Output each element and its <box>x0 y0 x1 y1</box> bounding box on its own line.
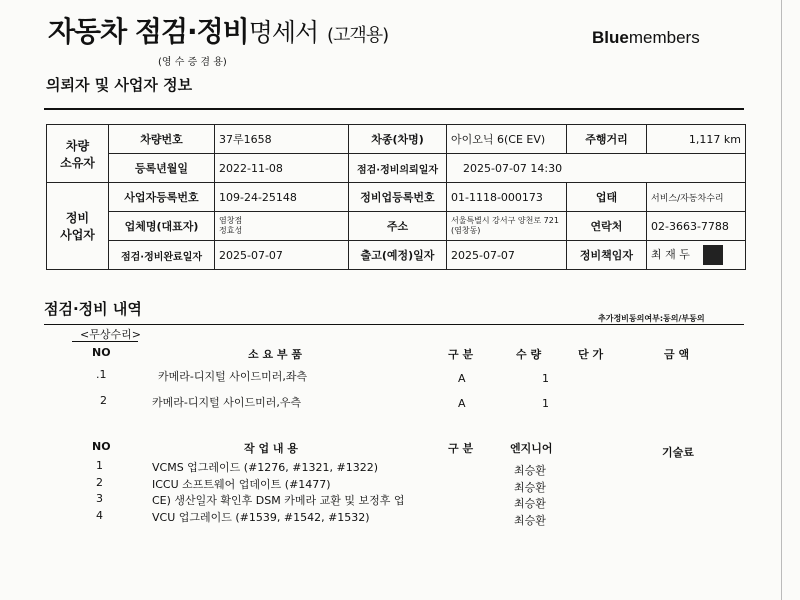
contact-label: 연락처 <box>567 212 647 241</box>
parts-header-amount: 금 액 <box>664 348 690 361</box>
contact-value: 02-3663-7788 <box>647 212 746 241</box>
mileage-label: 주행거리 <box>567 125 647 154</box>
document-title: 자동차 점검·정비명세서 (고객용) <box>48 15 389 48</box>
parts-header-type: 구 분 <box>448 348 474 361</box>
parts-header-qty: 수 량 <box>516 348 542 361</box>
business-group-label: 정비 사업자 <box>47 183 109 270</box>
shop-reg-number: 01-1118-000173 <box>447 183 567 212</box>
vehicle-number-label: 차량번호 <box>109 125 215 154</box>
detail-section-title: 점검·정비 내역 <box>44 300 142 318</box>
info-table <box>46 124 746 270</box>
model-label: 차종(차명) <box>349 125 447 154</box>
address-label: 주소 <box>349 212 447 241</box>
biz-reg-label: 사업자등록번호 <box>109 183 215 212</box>
work-header-type: 구 분 <box>448 442 474 455</box>
completion-date: 2025-07-07 <box>215 241 349 270</box>
divider <box>44 324 744 325</box>
work-header-engineer: 엔지니어 <box>510 442 553 455</box>
biz-reg-number: 109-24-25148 <box>215 183 349 212</box>
divider <box>72 341 138 342</box>
biz-type-value: 서비스/자동차수리 <box>647 183 746 212</box>
vehicle-number: 37루1658 <box>215 125 349 154</box>
manager-name: 최 재 두 <box>651 248 690 261</box>
page-edge <box>781 0 782 600</box>
parts-header-name: 소 요 부 품 <box>248 348 302 361</box>
request-date: 2025-07-07 14:30 <box>447 154 746 183</box>
release-date: 2025-07-07 <box>447 241 567 270</box>
free-repair-label: <무상수리> <box>80 328 141 341</box>
info-section-title: 의뢰자 및 사업자 정보 <box>46 76 193 94</box>
company-label: 업체명(대표자) <box>109 212 215 241</box>
address-value: 서울특별시 강서구 양천로 721 (염창동) <box>447 212 567 241</box>
owner-group-label: 차량 소유자 <box>47 125 109 183</box>
brand-logo: Bluemembers <box>592 28 700 47</box>
receipt-note: (영 수 증 겸 용) <box>158 57 227 68</box>
registration-date-label: 등록년월일 <box>109 154 215 183</box>
work-header-desc: 작 업 내 용 <box>244 442 298 455</box>
parts-header-price: 단 가 <box>578 348 604 361</box>
registration-date: 2022-11-08 <box>215 154 349 183</box>
shop-reg-label: 정비업등록번호 <box>349 183 447 212</box>
work-header-fee: 기술료 <box>662 446 694 459</box>
manager-label: 정비책임자 <box>567 241 647 270</box>
parts-header-no: NO <box>92 346 111 359</box>
work-header-no: NO <box>92 440 111 453</box>
consent-note: 추가정비동의여부:동의/부동의 <box>598 314 705 323</box>
completion-label: 점검·정비완료일자 <box>109 241 215 270</box>
request-date-label: 점검·정비의뢰일자 <box>349 154 447 183</box>
model-value: 아이오닉 6(CE EV) <box>447 125 567 154</box>
release-label: 출고(예정)일자 <box>349 241 447 270</box>
divider <box>44 108 744 110</box>
manager-cell <box>647 241 746 270</box>
biz-type-label: 업태 <box>567 183 647 212</box>
mileage-value: 1,117 km <box>647 125 746 154</box>
company-value: 염창점 정효성 <box>215 212 349 241</box>
signature-stamp-icon <box>703 245 723 265</box>
